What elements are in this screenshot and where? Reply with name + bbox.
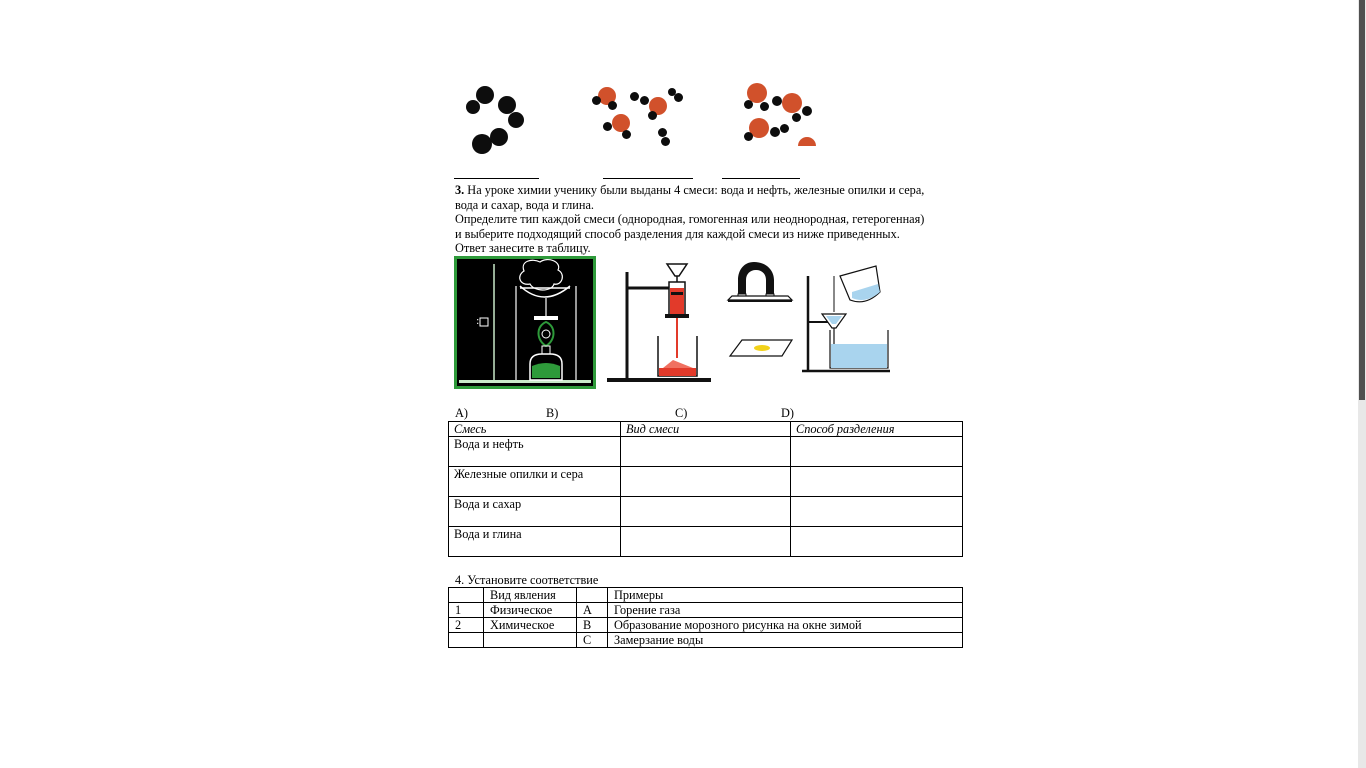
- mixture-name: Вода и нефть: [449, 437, 621, 467]
- table-header-row: [449, 588, 963, 603]
- mixture-name: Железные опилки и сера: [449, 467, 621, 497]
- question-4-title: 4. Установите соответствие: [455, 573, 599, 587]
- mixtures-table: [448, 421, 963, 557]
- table-row: 2 Химическое B Образование морозного рисунка на окне зимой: [449, 618, 963, 633]
- mixture-type-cell[interactable]: [621, 437, 791, 467]
- table-header-row: [449, 422, 963, 437]
- matching-table: [448, 587, 963, 648]
- mixture-type-cell[interactable]: [621, 497, 791, 527]
- header-separation-method: Способ разделения: [791, 422, 963, 437]
- molecule-picture-1: [460, 82, 530, 154]
- separation-method-cell[interactable]: [791, 497, 963, 527]
- answer-line-1: [454, 178, 539, 179]
- scrollbar-thumb[interactable]: [1359, 0, 1365, 400]
- separation-method-cell[interactable]: [791, 467, 963, 497]
- figure-d-filtration: [800, 262, 892, 374]
- mixture-type-cell[interactable]: [621, 527, 791, 557]
- header-phenomenon-type: Вид явления: [484, 588, 577, 603]
- mixture-name: Вода и глина: [449, 527, 621, 557]
- label-c: C): [675, 406, 688, 420]
- table-row: C Замерзание воды: [449, 633, 963, 648]
- figure-b-separatory-funnel: [603, 260, 713, 386]
- vertical-scrollbar[interactable]: [1358, 0, 1366, 768]
- header-mixture-type: Вид смеси: [621, 422, 791, 437]
- question-3-text: 3. На уроке химии ученику были выданы 4 смеси: вода и нефть, железные опилки и сера, вода и сахар, вода и глина. Определите тип каждой смеси (однородная, гомогенная или неоднородная, гетерогенная) и выберите подходящий способ разделения для каждой смеси из ниже приведенных. Ответ занесите в таблицу.: [455, 183, 925, 256]
- mixture-type-cell[interactable]: [621, 467, 791, 497]
- molecule-picture-2: [588, 84, 688, 148]
- question-number: 3.: [455, 183, 465, 197]
- label-a: A): [455, 406, 468, 420]
- table-row: [449, 497, 963, 527]
- table-row: [449, 437, 963, 467]
- separation-method-cell[interactable]: [791, 437, 963, 467]
- table-row: 1 Физическое A Горение газа: [449, 603, 963, 618]
- figure-a-evaporation: [454, 256, 596, 389]
- molecule-picture-3: [742, 80, 822, 146]
- answer-line-3: [722, 178, 800, 179]
- header-mixture: Смесь: [449, 422, 621, 437]
- header-examples: Примеры: [608, 588, 963, 603]
- svg-text::: :: [476, 316, 480, 327]
- table-row: [449, 527, 963, 557]
- answer-line-2: [603, 178, 693, 179]
- label-b: B): [546, 406, 559, 420]
- mixture-name: Вода и сахар: [449, 497, 621, 527]
- label-d: D): [781, 406, 794, 420]
- separation-method-cell[interactable]: [791, 527, 963, 557]
- figure-c-magnet: [726, 258, 798, 364]
- table-row: [449, 467, 963, 497]
